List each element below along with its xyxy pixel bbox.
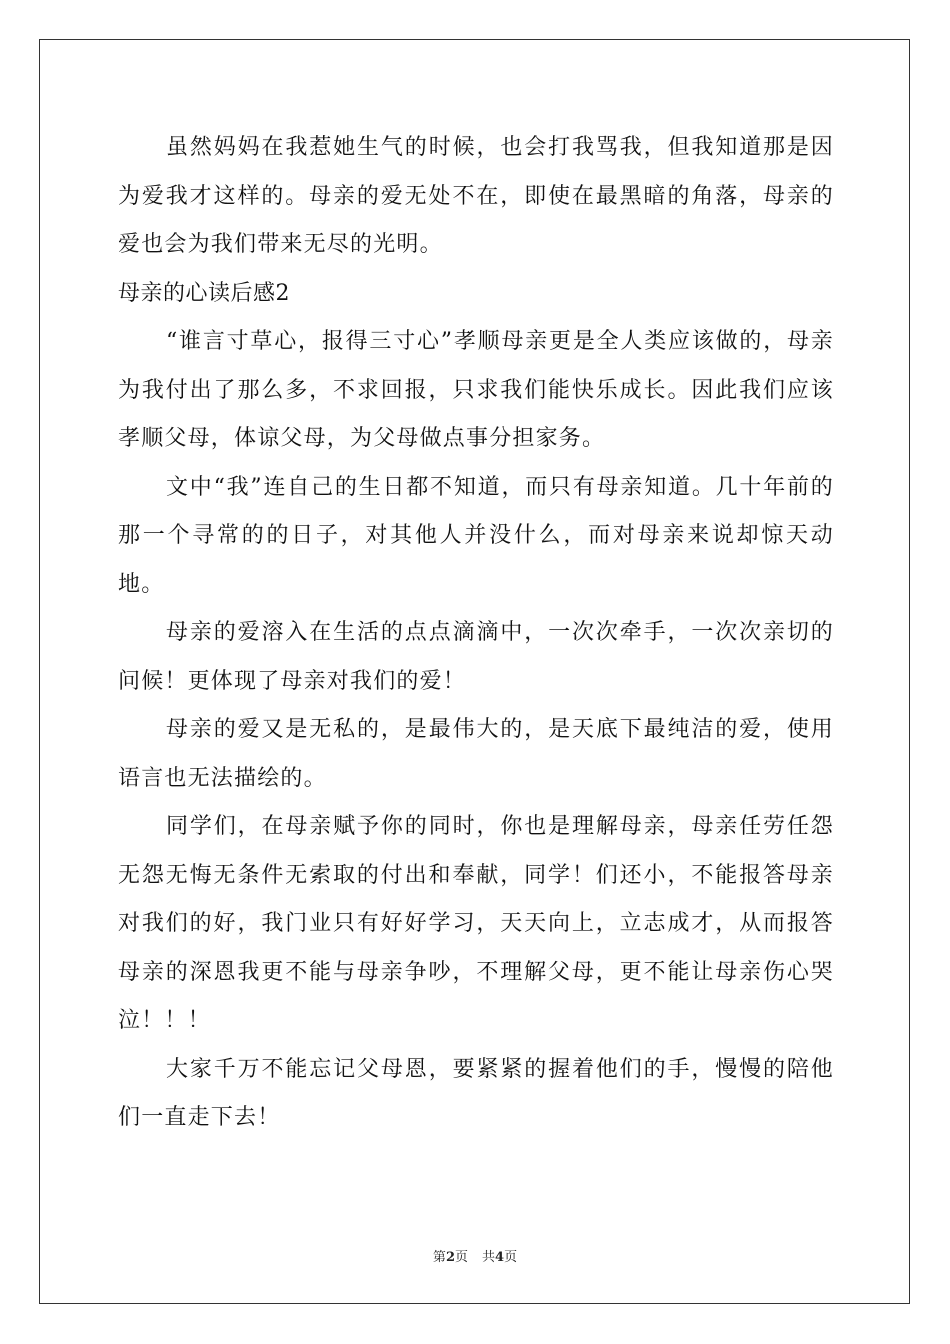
total-page-count: 4 — [495, 1250, 505, 1265]
paragraph-1: 虽然妈妈在我惹她生气的时候，也会打我骂我，但我知道那是因为爱我才这样的。母亲的爱无处不在，即使在最黑暗的角落，母亲的爱也会为我们带来无尽的光明。 — [118, 135, 834, 257]
current-page-number: 2 — [445, 1250, 455, 1265]
paragraph-4: 母亲的爱溶入在生活的点点滴滴中，一次次牵手，一次次亲切的问候！更体现了母亲对我们的爱！ — [118, 620, 834, 694]
paragraph-3: 文中“我”连自己的生日都不知道，而只有母亲知道。几十年前的那一个寻常的的日子，对其他人并没什么，而对母亲来说却惊天动地。 — [118, 474, 834, 597]
document-body — [118, 124, 834, 1143]
paragraph-5: 母亲的爱又是无私的，是最伟大的，是天底下最纯洁的爱，使用语言也无法描绘的。 — [118, 717, 834, 791]
paragraph-7: 大家千万不能忘记父母恩，要紧紧的握着他们的手，慢慢的陪他们一直走下去！ — [118, 1056, 834, 1130]
total-suffix: 页 — [504, 1250, 518, 1265]
page-prefix: 第 — [432, 1250, 446, 1265]
paragraph-2: “谁言寸草心，报得三寸心”孝顺母亲更是全人类应该做的，母亲为我付出了那么多，不求回报，只求我们能快乐成长。因此我们应该孝顺父母，体谅父母，为父母做点事分担家务。 — [118, 329, 834, 451]
paragraph-6: 同学们，在母亲赋予你的同时，你也是理解母亲，母亲任劳任怨无怨无悔无条件无索取的付出和奉献，同学！们还小，不能报答母亲对我们的好，我门业只有好好学习，天天向上，立志成才，从而报答母亲的深恩我更不能与母亲争吵，不理解父母，更不能让母亲伤心哭泣！！！ — [118, 814, 834, 1033]
section-heading: 母亲的心读后感2 — [118, 280, 290, 306]
total-prefix: 共 — [482, 1250, 496, 1265]
page-footer — [0, 1246, 950, 1265]
page-suffix: 页 — [454, 1250, 468, 1265]
